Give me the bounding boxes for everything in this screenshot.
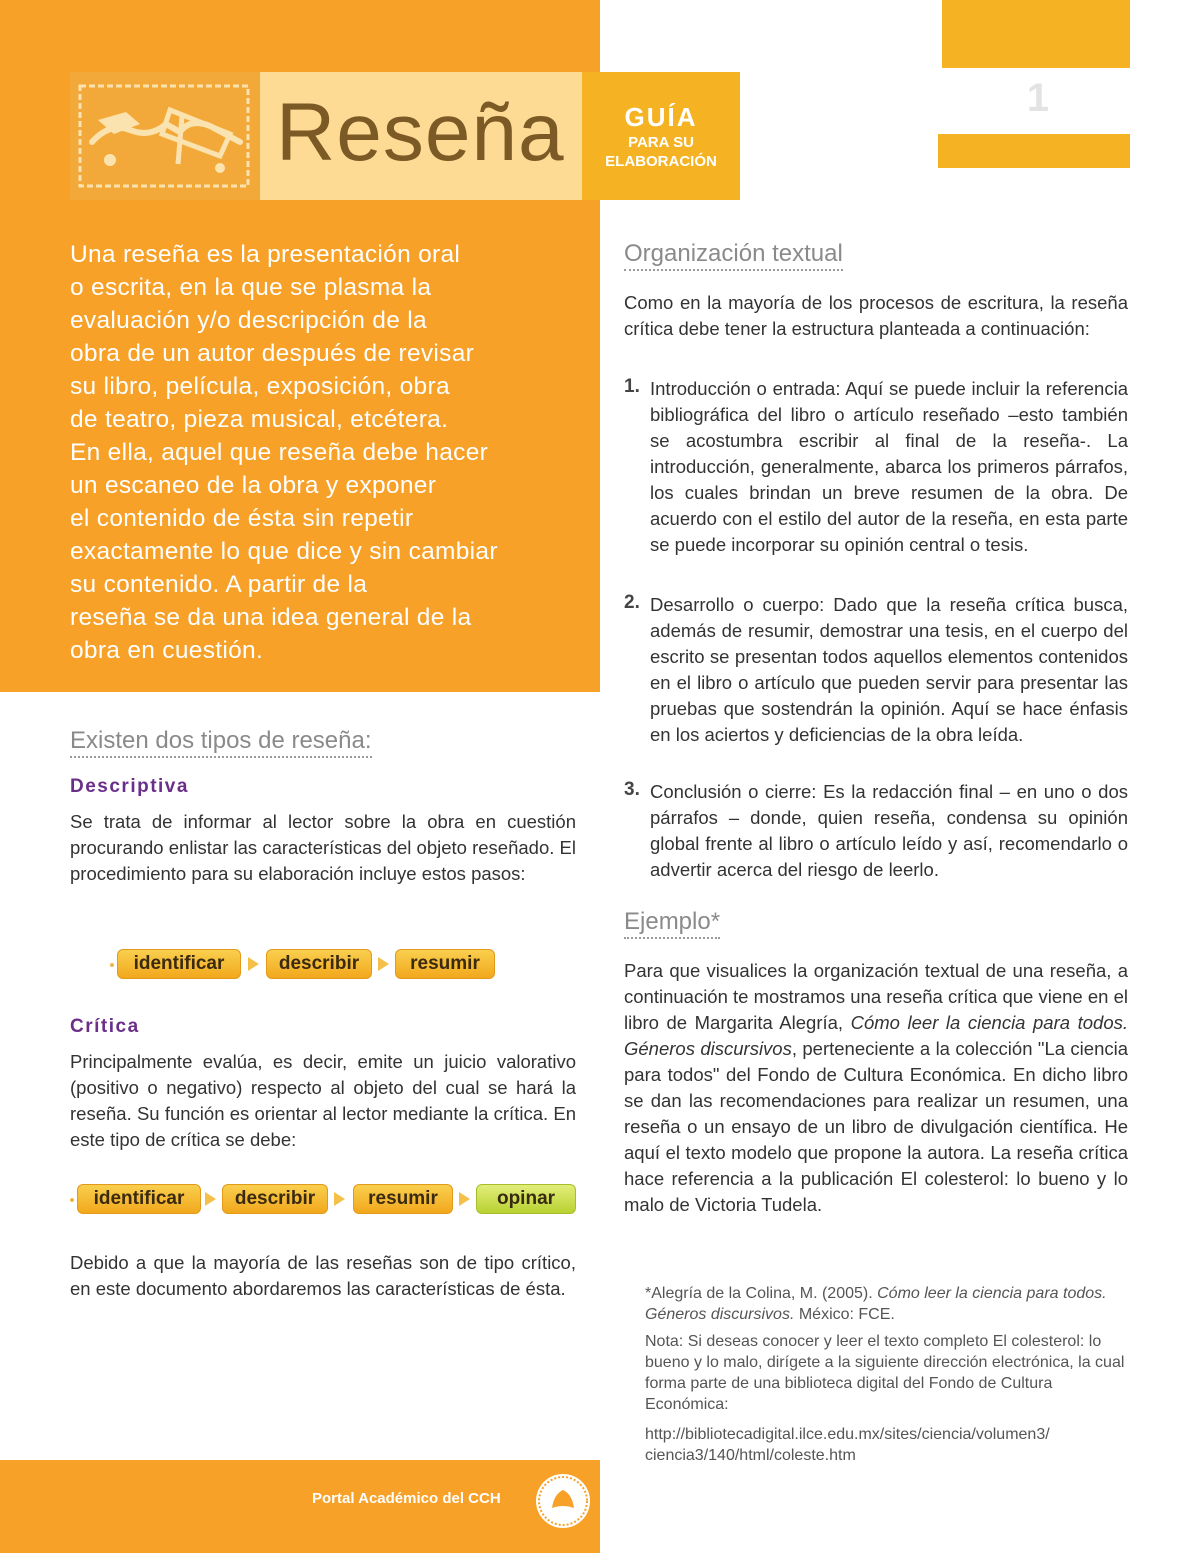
list-number: 1. bbox=[624, 376, 640, 397]
step-describir: describir bbox=[266, 949, 372, 979]
intro-line: obra de un autor después de revisar bbox=[70, 340, 475, 367]
organizacion-heading: Organización textual bbox=[624, 240, 843, 271]
ejemplo-heading-wrap bbox=[624, 908, 720, 939]
organizacion-intro: Como en la mayoría de los procesos de escritura, la reseña crítica debe tener la estructura planteada a continuación: bbox=[624, 292, 1128, 339]
ejemplo-book-title: Cómo leer la ciencia para todos. Géneros discursivos bbox=[624, 1012, 1128, 1059]
page-title: Reseña bbox=[276, 87, 565, 178]
top-right-decoration bbox=[942, 0, 1130, 68]
descriptiva-text: Se trata de informar al lector sobre la obra en cuestión procurando enlistar las características del objeto reseñado. El procedimiento para su elaboración incluye estos pasos: bbox=[70, 811, 576, 884]
guide-subtitle-line1: PARA SU bbox=[628, 134, 694, 151]
guide-label: GUÍA bbox=[624, 102, 698, 132]
types-heading: Existen dos tipos de reseña: bbox=[70, 727, 372, 758]
url-line[interactable]: http://bibliotecadigital.ilce.edu.mx/sites/ciencia/volumen3/ bbox=[645, 1426, 1050, 1443]
step-identificar: identificar bbox=[77, 1184, 201, 1214]
ejemplo-text bbox=[624, 958, 1128, 1218]
intro-text bbox=[70, 238, 570, 667]
types-closing-text: Debido a que la mayoría de las reseñas son de tipo crítico, en este documento abordaremos las características de ésta. bbox=[70, 1252, 576, 1299]
intro-line: su contenido. A partir de la bbox=[70, 571, 368, 598]
guide-subtitle-line2: ELABORACIÓN bbox=[605, 153, 717, 170]
writing-hand-icon bbox=[70, 72, 260, 200]
intro-line: exactamente lo que dice y sin cambiar bbox=[70, 538, 498, 565]
url-line[interactable]: ciencia3/140/html/coleste.htm bbox=[645, 1447, 856, 1464]
top-right-bar bbox=[938, 134, 1130, 168]
page-number: 1 bbox=[1026, 76, 1050, 120]
intro-line: de teatro, pieza musical, etcétera. bbox=[70, 406, 449, 433]
step-arrow-icon bbox=[248, 957, 259, 971]
intro-line: un escaneo de la obra y exponer bbox=[70, 472, 437, 499]
intro-line: obra en cuestión. bbox=[70, 637, 264, 664]
intro-line: En ella, aquel que reseña debe hacer bbox=[70, 439, 489, 466]
list-item-introduccion: Introducción o entrada: Aquí se puede incluir la referencia bibliográfica del libro o artículo reseñado –esto también se acostumbra escribir al final de la reseña-. La introducción, generalmente, abarca los primeros párrafos, los cuales brindan un breve resumen de la obra. De acuerdo con el estilo del autor de la reseña, en esta parte se puede incorporar su opinión central o tesis. bbox=[650, 378, 1128, 555]
list-number: 3. bbox=[624, 779, 640, 800]
types-heading-wrap bbox=[70, 727, 372, 758]
critica-text: Principalmente evalúa, es decir, emite un juicio valorativo (positivo o negativo) respecto al objeto del cual se hará la reseña. Su función es orientar al lector mediante la crítica. En este tipo de crítica se debe: bbox=[70, 1051, 576, 1150]
intro-line: su libro, película, exposición, obra bbox=[70, 373, 450, 400]
reference-prefix: *Alegría de la Colina, M. (2005). bbox=[645, 1285, 878, 1302]
step-identificar: identificar bbox=[117, 949, 241, 979]
footer-text: Portal Académico del CCH bbox=[312, 1490, 501, 1507]
step-describir: describir bbox=[222, 1184, 328, 1214]
ejemplo-heading: Ejemplo* bbox=[624, 908, 720, 939]
ejemplo-text-after: , perteneciente a la colección "La ciencia para todos" del Fondo de Cultura Económica. En dicho libro se dan las recomendaciones para realizar un resumen, una reseña o un ensayo de un libro de divulgación científica. He aquí el texto modelo que propone la autora. La reseña crítica hace referencia a la publicación El colesterol: lo bueno y lo malo de Victoria Tudela. bbox=[624, 1038, 1129, 1215]
intro-line: evaluación y/o descripción de la bbox=[70, 307, 427, 334]
step-opinar: opinar bbox=[476, 1184, 576, 1214]
step-arrow-icon bbox=[334, 1192, 345, 1206]
step-resumir: resumir bbox=[395, 949, 495, 979]
url-text[interactable] bbox=[645, 1424, 1130, 1466]
descriptiva-title: Descriptiva bbox=[70, 776, 189, 797]
step-dot bbox=[110, 963, 114, 967]
intro-line: el contenido de ésta sin repetir bbox=[70, 505, 414, 532]
reference-note bbox=[645, 1283, 1115, 1325]
ejemplo-text-before: Para que visualices la organización textual de una reseña, a continuación te mostramos una reseña crítica que viene en el libro de Margarita Alegría, bbox=[624, 960, 1128, 1033]
list-number: 2. bbox=[624, 592, 640, 613]
step-dot bbox=[70, 1198, 74, 1202]
intro-line: reseña se da una idea general de la bbox=[70, 604, 472, 631]
access-note: Nota: Si deseas conocer y leer el texto completo El colesterol: lo bueno y lo malo, dirígete a la siguiente dirección electrónica, la cual forma parte de una biblioteca digital del Fondo de Cultura Económica: bbox=[645, 1333, 1125, 1413]
reference-suffix: México: FCE. bbox=[794, 1306, 895, 1323]
intro-line: o escrita, en la que se plasma la bbox=[70, 274, 432, 301]
logo-box bbox=[70, 72, 260, 200]
organizacion-heading-wrap bbox=[624, 240, 843, 271]
step-arrow-icon bbox=[205, 1192, 216, 1206]
intro-line: Una reseña es la presentación oral bbox=[70, 241, 461, 268]
list-item-conclusion: Conclusión o cierre: Es la redacción final – en uno o dos párrafos – donde, quien reseña, condensa su opinión global frente al libro o artículo leído y así, recomendarlo o advertir acerca del riesgo de leerlo. bbox=[650, 781, 1128, 880]
step-arrow-icon bbox=[378, 957, 389, 971]
critica-title: Crítica bbox=[70, 1016, 140, 1037]
list-item-desarrollo: Desarrollo o cuerpo: Dado que la reseña crítica busca, además de resumir, demostrar una tesis, en el cuerpo del escrito se presentan todos aquellos elementos contenidos en el libro o artículo que pueden servir para presentar las pruebas que sostendrán la opinión. Aquí se hace énfasis en los aciertos y deficiencias de la obra leída. bbox=[650, 594, 1128, 745]
cch-seal-icon bbox=[536, 1474, 590, 1528]
step-arrow-icon bbox=[459, 1192, 470, 1206]
step-resumir: resumir bbox=[353, 1184, 453, 1214]
reference-title: Cómo leer la ciencia para todos. Géneros discursivos. bbox=[645, 1285, 1107, 1323]
footer-bar bbox=[0, 1460, 600, 1553]
